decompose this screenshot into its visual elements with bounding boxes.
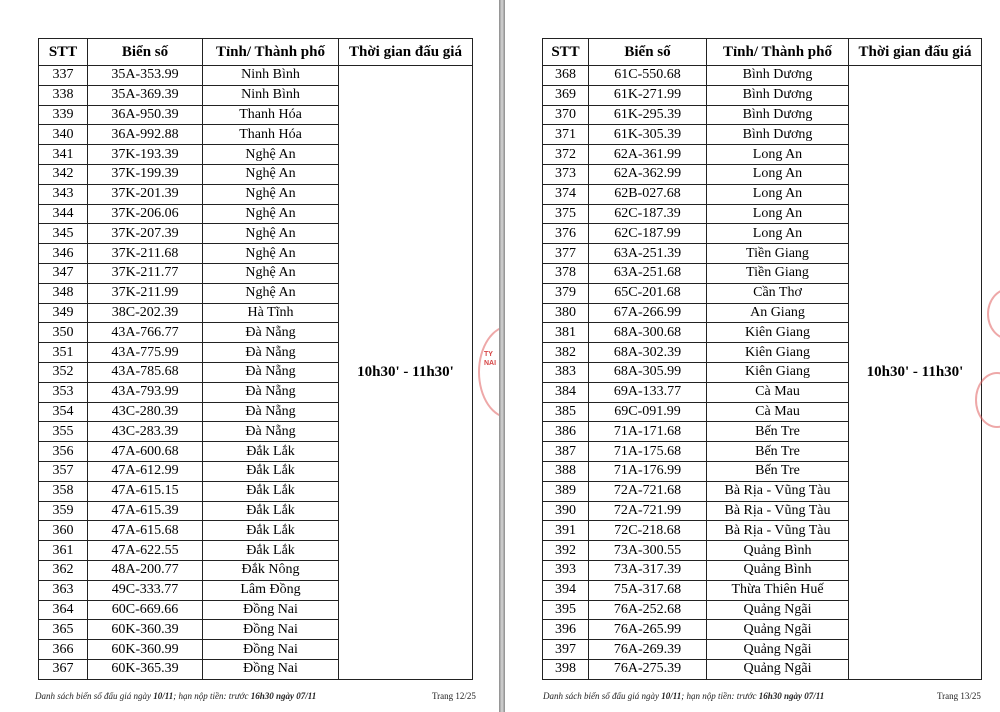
cell-stt: 373 [543, 164, 589, 184]
cell-stt: 389 [543, 481, 589, 501]
cell-plate: 71A-176.99 [589, 461, 707, 481]
table-body-left [39, 66, 473, 680]
cell-province: Đà Nẵng [203, 343, 339, 363]
cell-stt: 347 [39, 263, 88, 283]
cell-stt: 391 [543, 521, 589, 541]
cell-province: Long An [707, 204, 849, 224]
cell-plate: 37K-201.39 [88, 184, 203, 204]
cell-province: Đắk Lắk [203, 442, 339, 462]
cell-province: Đắk Lắk [203, 501, 339, 521]
cell-plate: 37K-199.39 [88, 164, 203, 184]
header-time: Thời gian đấu giá [849, 39, 982, 66]
cell-province: Bình Dương [707, 105, 849, 125]
table-row [543, 66, 982, 86]
table-header-row [543, 39, 982, 66]
cell-plate: 72C-218.68 [589, 521, 707, 541]
footer-date: 10/11 [661, 691, 682, 701]
cell-province: Thanh Hóa [203, 105, 339, 125]
cell-plate: 36A-992.88 [88, 125, 203, 145]
cell-plate: 62C-187.99 [589, 224, 707, 244]
cell-stt: 339 [39, 105, 88, 125]
cell-stt: 386 [543, 422, 589, 442]
cell-plate: 47A-612.99 [88, 461, 203, 481]
cell-province: Long An [707, 145, 849, 165]
cell-plate: 61K-271.99 [589, 85, 707, 105]
cell-plate: 37K-206.06 [88, 204, 203, 224]
cell-province: Ninh Bình [203, 85, 339, 105]
cell-province: Bình Dương [707, 66, 849, 86]
cell-province: Đà Nẵng [203, 362, 339, 382]
cell-plate: 49C-333.77 [88, 580, 203, 600]
cell-plate: 37K-211.77 [88, 263, 203, 283]
cell-stt: 343 [39, 184, 88, 204]
cell-stt: 393 [543, 560, 589, 580]
cell-plate: 35A-353.99 [88, 66, 203, 86]
cell-stt: 385 [543, 402, 589, 422]
cell-stt: 394 [543, 580, 589, 600]
footer-mid: ; hạn nộp tiền: trước [173, 691, 251, 701]
cell-stt: 361 [39, 541, 88, 561]
cell-plate: 47A-615.68 [88, 521, 203, 541]
cell-plate: 71A-175.68 [589, 442, 707, 462]
cell-province: Bình Dương [707, 125, 849, 145]
header-province: Tỉnh/ Thành phố [203, 39, 339, 66]
cell-province: Nghệ An [203, 204, 339, 224]
cell-stt: 362 [39, 560, 88, 580]
cell-plate: 47A-622.55 [88, 541, 203, 561]
cell-plate: 72A-721.99 [589, 501, 707, 521]
cell-plate: 37K-193.39 [88, 145, 203, 165]
footer-note-left [35, 691, 316, 701]
cell-plate: 60K-360.39 [88, 620, 203, 640]
plate-table-right [542, 38, 982, 680]
cell-plate: 73A-317.39 [589, 560, 707, 580]
footer-prefix: Danh sách biển số đấu giá ngày [543, 691, 662, 701]
cell-stt: 388 [543, 461, 589, 481]
cell-stt: 346 [39, 244, 88, 264]
cell-stt: 395 [543, 600, 589, 620]
footer-note-right [543, 691, 824, 701]
cell-auction-time: 10h30' - 11h30' [339, 66, 473, 680]
cell-stt: 382 [543, 343, 589, 363]
cell-stt: 355 [39, 422, 88, 442]
plate-table-left [38, 38, 473, 680]
cell-province: Đắk Lắk [203, 521, 339, 541]
cell-province: Nghệ An [203, 244, 339, 264]
cell-province: An Giang [707, 303, 849, 323]
cell-province: Nghệ An [203, 224, 339, 244]
cell-stt: 390 [543, 501, 589, 521]
cell-stt: 350 [39, 323, 88, 343]
stamp-text: TY NAI [484, 351, 497, 367]
cell-stt: 359 [39, 501, 88, 521]
cell-province: Đà Nẵng [203, 323, 339, 343]
red-seal-icon [987, 288, 1000, 340]
cell-province: Bến Tre [707, 442, 849, 462]
cell-plate: 76A-269.39 [589, 640, 707, 660]
cell-province: Bà Rịa - Vũng Tàu [707, 481, 849, 501]
cell-province: Tiền Giang [707, 263, 849, 283]
cell-stt: 354 [39, 402, 88, 422]
document-page-left [0, 0, 499, 712]
cell-province: Bà Rịa - Vũng Tàu [707, 521, 849, 541]
cell-province: Nghệ An [203, 184, 339, 204]
cell-province: Quảng Bình [707, 541, 849, 561]
cell-province: Tiền Giang [707, 244, 849, 264]
table-header-row [39, 39, 473, 66]
table-body-right [543, 66, 982, 680]
cell-stt: 351 [39, 343, 88, 363]
header-province: Tỉnh/ Thành phố [707, 39, 849, 66]
cell-stt: 365 [39, 620, 88, 640]
cell-plate: 61K-295.39 [589, 105, 707, 125]
cell-plate: 65C-201.68 [589, 283, 707, 303]
document-page-right [505, 0, 1000, 712]
cell-province: Quảng Bình [707, 560, 849, 580]
cell-stt: 342 [39, 164, 88, 184]
cell-province: Quảng Ngãi [707, 640, 849, 660]
footer-deadline: 16h30 ngày 07/11 [758, 691, 825, 701]
cell-stt: 374 [543, 184, 589, 204]
cell-province: Thừa Thiên Huế [707, 580, 849, 600]
cell-plate: 43C-280.39 [88, 402, 203, 422]
cell-province: Hà Tĩnh [203, 303, 339, 323]
cell-province: Nghệ An [203, 164, 339, 184]
cell-plate: 43A-775.99 [88, 343, 203, 363]
cell-stt: 379 [543, 283, 589, 303]
cell-province: Cà Mau [707, 402, 849, 422]
cell-province: Đắk Lắk [203, 481, 339, 501]
cell-stt: 378 [543, 263, 589, 283]
cell-stt: 364 [39, 600, 88, 620]
cell-stt: 341 [39, 145, 88, 165]
header-stt: STT [543, 39, 589, 66]
cell-province: Kiên Giang [707, 343, 849, 363]
page-number-right: Trang 13/25 [937, 691, 981, 701]
cell-plate: 62C-187.39 [589, 204, 707, 224]
cell-stt: 337 [39, 66, 88, 86]
cell-stt: 375 [543, 204, 589, 224]
cell-province: Bến Tre [707, 422, 849, 442]
cell-stt: 363 [39, 580, 88, 600]
header-stt: STT [39, 39, 88, 66]
cell-plate: 36A-950.39 [88, 105, 203, 125]
cell-stt: 370 [543, 105, 589, 125]
cell-stt: 396 [543, 620, 589, 640]
header-plate: Biển số [589, 39, 707, 66]
cell-province: Đồng Nai [203, 620, 339, 640]
cell-plate: 47A-600.68 [88, 442, 203, 462]
cell-province: Cần Thơ [707, 283, 849, 303]
cell-stt: 366 [39, 640, 88, 660]
cell-province: Đồng Nai [203, 640, 339, 660]
cell-province: Đắk Lắk [203, 461, 339, 481]
cell-province: Đà Nẵng [203, 382, 339, 402]
cell-province: Đồng Nai [203, 659, 339, 679]
cell-stt: 369 [543, 85, 589, 105]
cell-plate: 75A-317.68 [589, 580, 707, 600]
cell-plate: 48A-200.77 [88, 560, 203, 580]
cell-province: Bình Dương [707, 85, 849, 105]
cell-province: Kiên Giang [707, 323, 849, 343]
page-number-left: Trang 12/25 [432, 691, 476, 701]
cell-stt: 387 [543, 442, 589, 462]
cell-stt: 371 [543, 125, 589, 145]
table-row [39, 66, 473, 86]
cell-province: Long An [707, 164, 849, 184]
cell-stt: 367 [39, 659, 88, 679]
cell-plate: 43A-766.77 [88, 323, 203, 343]
cell-plate: 68A-305.99 [589, 362, 707, 382]
cell-stt: 348 [39, 283, 88, 303]
cell-stt: 345 [39, 224, 88, 244]
cell-stt: 356 [39, 442, 88, 462]
header-plate: Biển số [88, 39, 203, 66]
cell-plate: 60K-365.39 [88, 659, 203, 679]
cell-plate: 72A-721.68 [589, 481, 707, 501]
cell-stt: 352 [39, 362, 88, 382]
cell-stt: 358 [39, 481, 88, 501]
cell-plate: 73A-300.55 [589, 541, 707, 561]
cell-stt: 377 [543, 244, 589, 264]
cell-plate: 60K-360.99 [88, 640, 203, 660]
cell-province: Quảng Ngãi [707, 659, 849, 679]
cell-stt: 376 [543, 224, 589, 244]
cell-province: Cà Mau [707, 382, 849, 402]
cell-province: Bến Tre [707, 461, 849, 481]
cell-stt: 380 [543, 303, 589, 323]
cell-plate: 62A-362.99 [589, 164, 707, 184]
cell-province: Thanh Hóa [203, 125, 339, 145]
cell-plate: 69C-091.99 [589, 402, 707, 422]
cell-plate: 63A-251.68 [589, 263, 707, 283]
header-time: Thời gian đấu giá [339, 39, 473, 66]
cell-plate: 37K-207.39 [88, 224, 203, 244]
cell-stt: 340 [39, 125, 88, 145]
cell-plate: 62B-027.68 [589, 184, 707, 204]
cell-plate: 37K-211.99 [88, 283, 203, 303]
cell-plate: 43A-785.68 [88, 362, 203, 382]
cell-plate: 68A-300.68 [589, 323, 707, 343]
cell-province: Long An [707, 184, 849, 204]
cell-province: Đắk Nông [203, 560, 339, 580]
cell-stt: 357 [39, 461, 88, 481]
cell-plate: 69A-133.77 [589, 382, 707, 402]
cell-stt: 398 [543, 659, 589, 679]
cell-province: Nghệ An [203, 263, 339, 283]
footer-date: 10/11 [153, 691, 174, 701]
cell-plate: 68A-302.39 [589, 343, 707, 363]
cell-plate: 47A-615.39 [88, 501, 203, 521]
footer-deadline: 16h30 ngày 07/11 [250, 691, 317, 701]
cell-province: Đà Nẵng [203, 422, 339, 442]
cell-stt: 344 [39, 204, 88, 224]
cell-plate: 61C-550.68 [589, 66, 707, 86]
cell-province: Lâm Đồng [203, 580, 339, 600]
cell-plate: 60C-669.66 [88, 600, 203, 620]
cell-plate: 35A-369.39 [88, 85, 203, 105]
cell-plate: 43C-283.39 [88, 422, 203, 442]
cell-plate: 76A-265.99 [589, 620, 707, 640]
cell-plate: 37K-211.68 [88, 244, 203, 264]
cell-auction-time: 10h30' - 11h30' [849, 66, 982, 680]
cell-plate: 67A-266.99 [589, 303, 707, 323]
cell-province: Đà Nẵng [203, 402, 339, 422]
footer-prefix: Danh sách biển số đấu giá ngày [35, 691, 154, 701]
cell-plate: 63A-251.39 [589, 244, 707, 264]
cell-province: Nghệ An [203, 283, 339, 303]
cell-province: Đắk Lắk [203, 541, 339, 561]
cell-stt: 383 [543, 362, 589, 382]
cell-province: Quảng Ngãi [707, 600, 849, 620]
cell-province: Kiên Giang [707, 362, 849, 382]
cell-plate: 62A-361.99 [589, 145, 707, 165]
cell-plate: 76A-275.39 [589, 659, 707, 679]
cell-province: Ninh Bình [203, 66, 339, 86]
cell-stt: 372 [543, 145, 589, 165]
cell-province: Bà Rịa - Vũng Tàu [707, 501, 849, 521]
cell-province: Quảng Ngãi [707, 620, 849, 640]
cell-stt: 368 [543, 66, 589, 86]
cell-plate: 43A-793.99 [88, 382, 203, 402]
cell-province: Nghệ An [203, 145, 339, 165]
cell-stt: 384 [543, 382, 589, 402]
cell-plate: 47A-615.15 [88, 481, 203, 501]
cell-stt: 397 [543, 640, 589, 660]
cell-stt: 381 [543, 323, 589, 343]
cell-plate: 71A-171.68 [589, 422, 707, 442]
cell-stt: 360 [39, 521, 88, 541]
cell-plate: 61K-305.39 [589, 125, 707, 145]
cell-plate: 38C-202.39 [88, 303, 203, 323]
cell-plate: 76A-252.68 [589, 600, 707, 620]
cell-stt: 338 [39, 85, 88, 105]
cell-stt: 349 [39, 303, 88, 323]
cell-province: Long An [707, 224, 849, 244]
cell-stt: 353 [39, 382, 88, 402]
footer-mid: ; hạn nộp tiền: trước [681, 691, 759, 701]
cell-province: Đồng Nai [203, 600, 339, 620]
cell-stt: 392 [543, 541, 589, 561]
